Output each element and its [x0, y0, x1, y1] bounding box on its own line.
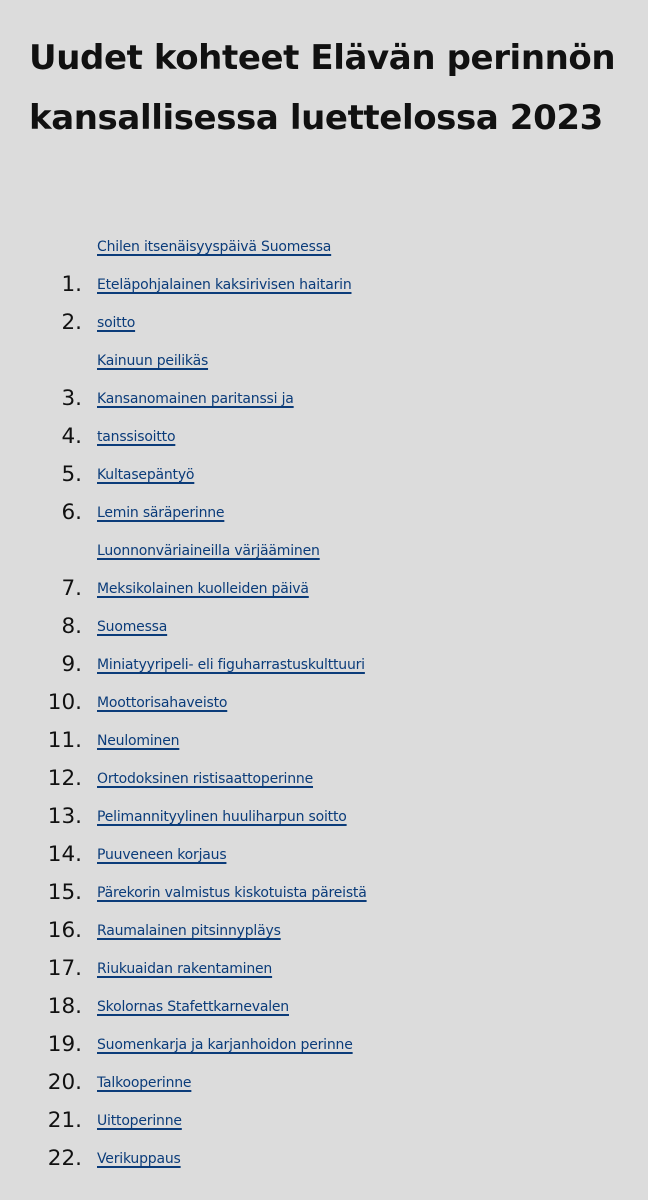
list-item-links: [97, 684, 648, 722]
list-item-links: [97, 874, 648, 912]
page-title: Uudet kohteet Elävän perinnön kansallisessa luettelossa 2023: [29, 38, 616, 138]
list-item-link[interactable]: Pelimannityylinen huuliharpun soitto: [97, 809, 347, 825]
list-item-link[interactable]: Eteläpohjalainen kaksirivisen haitarin: [97, 277, 352, 293]
list-item: [0, 1102, 648, 1140]
list-item: [0, 646, 648, 684]
list-item: [0, 1140, 648, 1178]
list-item-link[interactable]: Uittoperinne: [97, 1113, 182, 1129]
list-item-number: 3.: [61, 386, 82, 411]
list-item-link[interactable]: Luonnonväriaineilla värjääminen: [97, 543, 320, 559]
list-item-link[interactable]: Miniatyyripeli- eli figuharrastuskulttuuri: [97, 657, 365, 673]
list-item: [0, 456, 648, 494]
list-item-number: 16.: [47, 918, 82, 943]
list-item-link[interactable]: Pärekorin valmistus kiskotuista päreistä: [97, 885, 367, 901]
list-item-link[interactable]: Talkooperinne: [97, 1075, 192, 1091]
list-item-link[interactable]: Chilen itsenäisyyspäivä Suomessa: [97, 239, 332, 255]
list-item-link[interactable]: Kultasepäntyö: [97, 467, 195, 483]
list-item-links: [97, 608, 648, 646]
list-item: [0, 912, 648, 950]
list-item: [0, 836, 648, 874]
list-item-links: [97, 1064, 648, 1102]
list-item-link[interactable]: Neulominen: [97, 733, 180, 749]
list-item-links: [97, 950, 648, 988]
list-item-links: [97, 228, 648, 304]
list-item-number: 11.: [47, 728, 82, 753]
list-item-number: 1.: [61, 272, 82, 297]
list-item-links: [97, 760, 648, 798]
list-item-links: [97, 532, 648, 608]
list-item-links: [97, 912, 648, 950]
list-item-link[interactable]: Riukuaidan rakentaminen: [97, 961, 273, 977]
list-item-link[interactable]: Raumalainen pitsinnypläys: [97, 923, 281, 939]
list-item: [0, 1064, 648, 1102]
list-item: [0, 1026, 648, 1064]
list-item-link[interactable]: tanssisoitto: [97, 429, 176, 445]
list-item-link[interactable]: Meksikolainen kuolleiden päivä: [97, 581, 309, 597]
list-item-link[interactable]: Suomenkarja ja karjanhoidon perinne: [97, 1037, 353, 1053]
list-item: [0, 608, 648, 646]
list-item: [0, 950, 648, 988]
list-item-number: 21.: [47, 1108, 82, 1133]
list-item-links: [97, 1026, 648, 1064]
list-item-links: [97, 798, 648, 836]
list-item-number: 19.: [47, 1032, 82, 1057]
list-item-number: 13.: [47, 804, 82, 829]
list-item-link[interactable]: Ortodoksinen ristisaattoperinne: [97, 771, 314, 787]
list-item: [0, 684, 648, 722]
list-item-number: 10.: [47, 690, 82, 715]
list-item-link[interactable]: soitto: [97, 315, 136, 331]
list-item-number: 7.: [61, 576, 82, 601]
list-item-link[interactable]: Kainuun peilikäs: [97, 353, 209, 369]
list-item-links: [97, 988, 648, 1026]
list-item-number: 9.: [61, 652, 82, 677]
list-item-links: [97, 418, 648, 456]
list-item-number: 15.: [47, 880, 82, 905]
list-item-links: [97, 494, 648, 532]
list-item: [0, 418, 648, 456]
heritage-list: [0, 228, 648, 1178]
list-item: [0, 988, 648, 1026]
list-item-link[interactable]: Lemin säräperinne: [97, 505, 225, 521]
list-item-number: 4.: [61, 424, 82, 449]
list-item-links: [97, 836, 648, 874]
list-item-number: 2.: [61, 310, 82, 335]
list-item-link[interactable]: Skolornas Stafettkarnevalen: [97, 999, 289, 1015]
list-item: [0, 228, 648, 304]
list-item-link[interactable]: Suomessa: [97, 619, 168, 635]
list-item-number: 20.: [47, 1070, 82, 1095]
list-item-link[interactable]: Moottorisahaveisto: [97, 695, 228, 711]
list-item-links: [97, 1102, 648, 1140]
list-item-number: 17.: [47, 956, 82, 981]
list-item-link[interactable]: Kansanomainen paritanssi ja: [97, 391, 294, 407]
list-item-number: 22.: [47, 1146, 82, 1171]
list-item: [0, 760, 648, 798]
list-item-links: [97, 304, 648, 342]
list-item-links: [97, 722, 648, 760]
list-item: [0, 304, 648, 342]
list-item-links: [97, 646, 648, 684]
list-item: [0, 874, 648, 912]
list-item-links: [97, 456, 648, 494]
list-item-number: 18.: [47, 994, 82, 1019]
list-item-number: 5.: [61, 462, 82, 487]
list-item-links: [97, 1140, 648, 1178]
list-item: [0, 722, 648, 760]
list-item-link[interactable]: Verikuppaus: [97, 1151, 181, 1167]
list-item-number: 6.: [61, 500, 82, 525]
list-item: [0, 798, 648, 836]
list-item-number: 12.: [47, 766, 82, 791]
list-item-number: 8.: [61, 614, 82, 639]
list-item-number: 14.: [47, 842, 82, 867]
list-item-links: [97, 342, 648, 418]
list-item: [0, 342, 648, 418]
list-item-link[interactable]: Puuveneen korjaus: [97, 847, 227, 863]
list-item: [0, 532, 648, 608]
list-item: [0, 494, 648, 532]
